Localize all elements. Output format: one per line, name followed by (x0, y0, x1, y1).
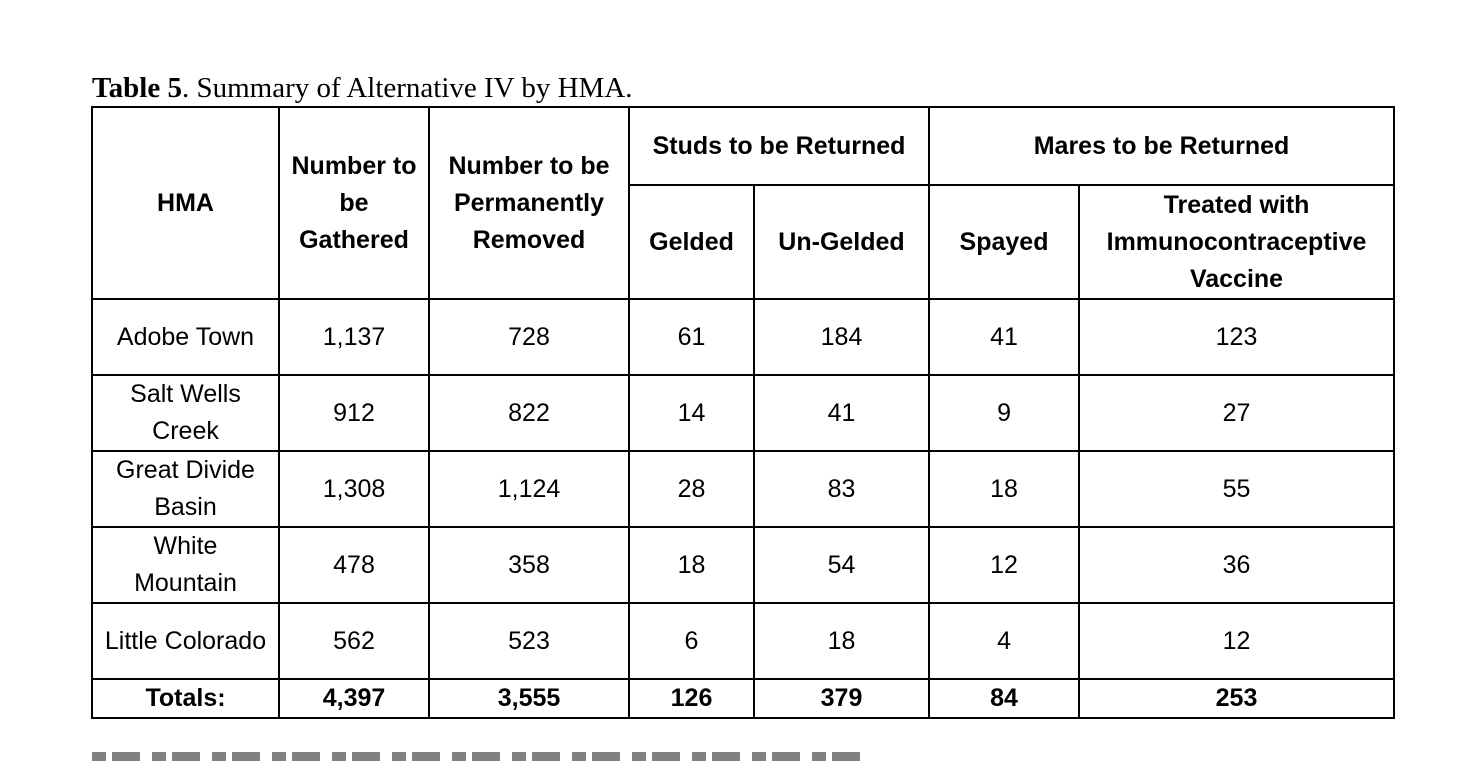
header-hma: HMA (92, 107, 279, 299)
cell-spayed: 9 (929, 375, 1079, 451)
cell-gelded: 18 (629, 527, 754, 603)
totals-gelded: 126 (629, 679, 754, 718)
cell-gelded: 28 (629, 451, 754, 527)
cell-ungelded: 54 (754, 527, 929, 603)
cell-treated: 27 (1079, 375, 1394, 451)
clipped-next-line (92, 752, 872, 761)
cell-gathered: 478 (279, 527, 429, 603)
cell-hma: Great Divide Basin (92, 451, 279, 527)
cell-spayed: 41 (929, 299, 1079, 375)
cell-hma: Little Colorado (92, 603, 279, 679)
cell-removed: 523 (429, 603, 629, 679)
cell-removed: 728 (429, 299, 629, 375)
totals-label: Totals: (92, 679, 279, 718)
table-row (92, 299, 1394, 375)
cell-spayed: 4 (929, 603, 1079, 679)
table-row (92, 375, 1394, 451)
totals-spayed: 84 (929, 679, 1079, 718)
cell-hma: White Mountain (92, 527, 279, 603)
header-mares-group: Mares to be Returned (929, 107, 1394, 185)
clipped-text-fragment (92, 752, 872, 761)
cell-hma: Adobe Town (92, 299, 279, 375)
totals-gathered: 4,397 (279, 679, 429, 718)
cell-ungelded: 83 (754, 451, 929, 527)
header-ungelded: Un-Gelded (754, 185, 929, 299)
totals-removed: 3,555 (429, 679, 629, 718)
summary-table (91, 106, 1395, 719)
totals-row (92, 679, 1394, 718)
header-removed: Number to be Permanently Removed (429, 107, 629, 299)
header-gathered: Number to be Gathered (279, 107, 429, 299)
header-studs-group: Studs to be Returned (629, 107, 929, 185)
table-row (92, 451, 1394, 527)
caption-text: . Summary of Alternative IV by HMA. (182, 72, 633, 104)
header-row-groups (92, 107, 1394, 185)
cell-treated: 12 (1079, 603, 1394, 679)
totals-ungelded: 379 (754, 679, 929, 718)
cell-spayed: 12 (929, 527, 1079, 603)
cell-gelded: 6 (629, 603, 754, 679)
cell-ungelded: 41 (754, 375, 929, 451)
table-caption (92, 70, 633, 106)
table-row (92, 527, 1394, 603)
cell-treated: 55 (1079, 451, 1394, 527)
cell-gathered: 1,137 (279, 299, 429, 375)
cell-gathered: 1,308 (279, 451, 429, 527)
cell-gathered: 562 (279, 603, 429, 679)
cell-removed: 822 (429, 375, 629, 451)
cell-ungelded: 184 (754, 299, 929, 375)
cell-treated: 123 (1079, 299, 1394, 375)
caption-label: Table 5 (92, 72, 182, 104)
cell-treated: 36 (1079, 527, 1394, 603)
header-spayed: Spayed (929, 185, 1079, 299)
header-treated: Treated with Immunocontraceptive Vaccine (1079, 185, 1394, 299)
cell-spayed: 18 (929, 451, 1079, 527)
cell-removed: 358 (429, 527, 629, 603)
cell-gelded: 14 (629, 375, 754, 451)
totals-treated: 253 (1079, 679, 1394, 718)
cell-removed: 1,124 (429, 451, 629, 527)
cell-gelded: 61 (629, 299, 754, 375)
cell-hma: Salt Wells Creek (92, 375, 279, 451)
cell-ungelded: 18 (754, 603, 929, 679)
cell-gathered: 912 (279, 375, 429, 451)
header-gelded: Gelded (629, 185, 754, 299)
table-row (92, 603, 1394, 679)
